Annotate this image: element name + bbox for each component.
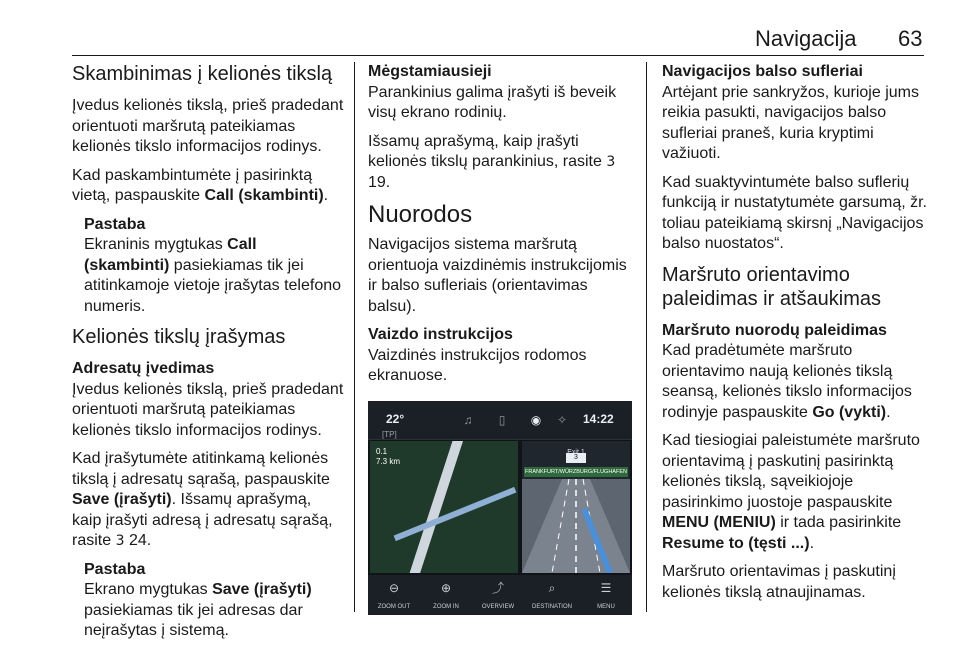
paragraph: Navigacijos sistema maršrutą orientuoja vaizdinėmis instrukcijomis ir balso sufleriais (orientavimas balsu).	[368, 236, 627, 315]
column-divider	[646, 62, 647, 612]
paragraph: Artėjant prie sankryžos, kurioje jums reikia pasukti, navigacijos balso sufleriai praneš, kuria kryptimi važiuoti.	[662, 83, 919, 162]
paragraph: Kad tiesiogiai paleistumėte maršruto orientavimą į paskutinį pasirinktą kelionės tikslą, sąveikiojoje pasirinkimo juostoje paspauskite MENU (MENIU) ir tada pasirinkite Resume to (tęsti ...).	[662, 432, 920, 552]
menu-icon: ☰	[600, 580, 612, 595]
zoom-out-icon: ⊖	[388, 580, 400, 595]
music-icon: ♫	[463, 412, 473, 427]
zoom-in-button[interactable]: ⊕ ZOOM IN	[420, 575, 472, 615]
note-text: Ekraninis mygtukas Call (skambinti) pasiekiamas tik jei atitinkamoje vietoje įrašytas telefono numeris.	[84, 236, 342, 315]
column-3	[662, 62, 928, 611]
clock: 14:22	[583, 411, 614, 426]
section-heading: Maršruto orientavimo paleidimas ir atšaukimas	[662, 263, 881, 310]
zoom-in-icon: ⊕	[440, 580, 452, 595]
paragraph: Kad paskambintumėte į pasirinktą vietą, paspauskite Call (skambinti).	[72, 166, 329, 204]
paragraph: Įvedus kelionės tikslą, prieš pradedant orientuoti maršrutą pateikiamas kelionės tikslo informacijos rodinys.	[72, 380, 344, 439]
screen-bottom-bar	[368, 575, 632, 615]
page-ref-icon: 3	[115, 533, 125, 549]
lane-graphic	[522, 479, 630, 573]
paragraph: Kad suaktyvintumėte balso suflerių funkciją ir nustatytumėte garsumą, žr. toliau pateikiamą skirsnį „Navigacijos balso nuostatos“.	[662, 173, 927, 252]
subsection-heading: Adresatų įvedimas	[72, 360, 215, 377]
paragraph: Parankinius galima įrašyti iš beveik visų ekrano rodinių.	[368, 83, 617, 121]
section-heading: Kelionės tikslų įrašymas	[72, 326, 286, 348]
subsection-heading: Mėgstamiausieji	[368, 63, 492, 80]
chapter-title: Navigacija	[755, 26, 857, 51]
chapter-section-heading: Nuorodos	[368, 201, 473, 228]
note-block	[72, 215, 344, 318]
note-text: Ekrano mygtukas Save (įrašyti) pasiekiamas tik jei adresas dar neįrašytas į sistemą.	[84, 581, 312, 639]
tp-indicator: [TP]	[382, 429, 397, 439]
header-rule	[72, 55, 924, 56]
overview-button[interactable]: ⤴ OVERVIEW	[472, 575, 524, 615]
paragraph: Įvedus kelionės tikslą, prieš pradedant orientuoti maršrutą pateikiamas kelionės tikslo informacijos rodinys.	[72, 97, 344, 155]
lane-view	[522, 479, 630, 573]
settings-icon: ✧	[556, 412, 568, 427]
column-1	[72, 62, 344, 650]
overview-icon: ⤴	[491, 580, 504, 595]
destination-icon: ⌕	[548, 580, 556, 595]
note-title: Pastaba	[84, 560, 146, 578]
distance-readout: 0.1 7.3 km	[376, 446, 401, 466]
map-view	[370, 441, 518, 573]
subsection-heading: Maršruto nuorodų paleidimas	[662, 321, 887, 339]
map-road	[406, 441, 465, 573]
map-route	[394, 486, 517, 540]
column-2	[368, 62, 634, 615]
note-block	[72, 560, 344, 642]
paragraph: Maršruto orientavimas į paskutinį kelionės tikslą atnaujinamas.	[662, 563, 896, 601]
exit-number: 3	[566, 453, 586, 463]
paragraph: Kad pradėtumėte maršruto orientavimo naują kelionės tikslą seansą, kelionės tikslo informacijos rodinyje paspauskite Go (vykti).	[662, 342, 912, 421]
navigation-screen-image	[368, 401, 632, 615]
navigation-icon: ◉	[530, 412, 542, 427]
page-ref-icon: 3	[606, 154, 616, 170]
phone-icon: ▯	[498, 412, 506, 427]
subsection-heading: Vaizdo instrukcijos	[368, 326, 513, 343]
column-divider	[354, 62, 355, 612]
section-heading: Skambinimas į kelionės tikslą	[72, 63, 333, 85]
paragraph: Išsamų aprašymą, kaip įrašyti kelionės tikslų parankinius, rasite 3 19.	[368, 132, 616, 191]
menu-button[interactable]: ☰ MENU	[580, 575, 632, 615]
screen-status-bar	[368, 401, 632, 440]
junction-panel	[522, 441, 630, 573]
page-number: 63	[898, 26, 923, 51]
temperature: 22°	[386, 411, 405, 426]
note-title: Pastaba	[84, 215, 146, 233]
destination-button[interactable]: ⌕ DESTINATION	[524, 575, 580, 615]
paragraph: Kad įrašytumėte atitinkamą kelionės tikslą į adresatų sąrašą, paspauskite Save (įrašyti). Išsamų aprašymą, kaip įrašyti adresą į adresatų sąrašą, rasite 3 24.	[72, 450, 333, 549]
direction-sign: FRANKFURT/WÜRZBURG/FLUGHAFEN	[525, 468, 627, 475]
paragraph: Vaizdinės instrukcijos rodomos ekranuose.	[368, 346, 587, 384]
zoom-out-button[interactable]: ⊖ ZOOM OUT	[368, 575, 420, 615]
subsection-heading: Navigacijos balso sufleriai	[662, 63, 863, 80]
